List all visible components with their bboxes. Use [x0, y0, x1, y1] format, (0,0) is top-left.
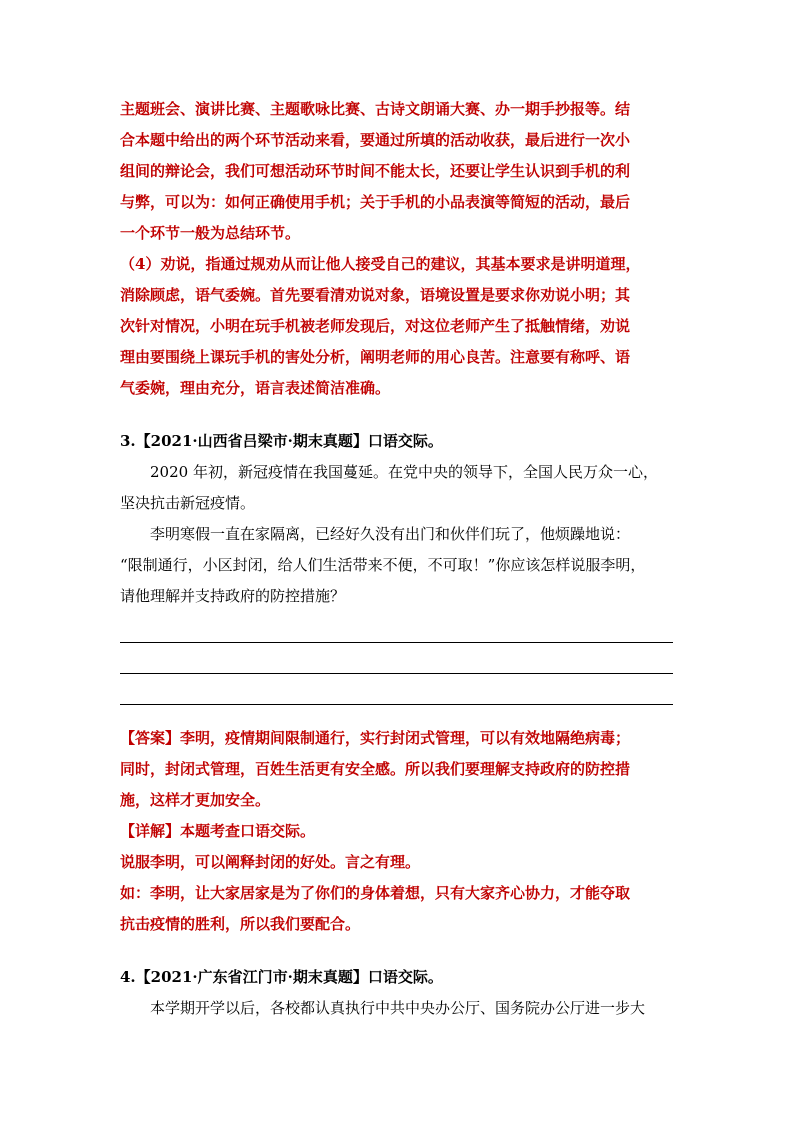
- analysis-line: 与弊，可以为：如何正确使用手机；关于手机的小品表演等简短的活动，最后: [120, 193, 631, 211]
- answer-lines: [120, 612, 676, 705]
- question-text-line: 坚决抗击新冠疫情。: [120, 494, 256, 512]
- document-page: [120, 94, 676, 1024]
- analysis-line: （4）劝说，指通过规劝从而让他人接受自己的建议，其基本要求是讲明道理，: [120, 255, 641, 273]
- question-4: [120, 962, 676, 1024]
- answer-line: 施，这样才更加安全。: [120, 791, 271, 809]
- question-text-line: “限制通行，小区封闭，给人们生活带来不便，不可取！”你应该怎样说服李明，: [120, 556, 646, 574]
- question-3: [120, 426, 676, 940]
- analysis-line: 次针对情况，小明在玩手机被老师发现后，对这位老师产生了抵触情绪，劝说: [120, 317, 631, 335]
- analysis-line: 合本题中给出的两个环节活动来看，要通过所填的活动收获，最后进行一次小: [120, 131, 631, 149]
- detail-line: 说服李明，可以阐释封闭的好处。言之有理。: [120, 853, 421, 871]
- question-text-line: 李明寒假一直在家隔离，已经好久没有出门和伙伴们玩了，他烦躁地说：: [150, 525, 631, 543]
- answer-line: 【答案】李明，疫情期间限制通行，实行封闭式管理，可以有效地隔绝病毒；: [120, 729, 631, 747]
- analysis-line: 组间的辩论会，我们可想活动环节时间不能太长，还要让学生认识到手机的利: [120, 162, 631, 180]
- question-heading: 4.【2021·广东省江门市·期末真题】口语交际。: [120, 968, 443, 986]
- answer-blank-line: [120, 643, 673, 674]
- answer-line: 同时，封闭式管理，百姓生活更有安全感。所以我们要理解支持政府的防控措: [120, 760, 631, 778]
- detail-line: 抗击疫情的胜利，所以我们要配合。: [120, 915, 361, 933]
- analysis-line: 气委婉，理由充分，语言表述简洁准确。: [120, 379, 391, 397]
- answer-section: [120, 723, 676, 816]
- analysis-line: 理由要围绕上课玩手机的害处分析，阐明老师的用心良苦。注意要有称呼、语: [120, 348, 631, 366]
- analysis-line: 主题班会、演讲比赛、主题歌咏比赛、古诗文朗诵大赛、办一期手抄报等。结: [120, 100, 631, 118]
- detail-section: [120, 816, 676, 940]
- analysis-line: 一个环节一般为总结环节。: [120, 224, 301, 242]
- answer-blank-line: [120, 612, 673, 643]
- detail-line: 如：李明，让大家居家是为了你们的身体着想，只有大家齐心协力，才能夺取: [120, 884, 631, 902]
- question-text-line: 本学期开学以后，各校都认真执行中共中央办公厅、国务院办公厅进一步大: [150, 999, 646, 1017]
- question-text-line: 2020 年初，新冠疫情在我国蔓延。在党中央的领导下，全国人民万众一心，: [150, 463, 658, 481]
- analysis-section: [120, 94, 676, 404]
- detail-line: 【详解】本题考查口语交际。: [120, 822, 316, 840]
- question-text-line: 请他理解并支持政府的防控措施？: [120, 587, 346, 605]
- analysis-line: 消除顾虑，语气委婉。首先要看清劝说对象，语境设置是要求你劝说小明；其: [120, 286, 631, 304]
- question-heading: 3.【2021·山西省吕梁市·期末真题】口语交际。: [120, 432, 443, 450]
- answer-blank-line: [120, 674, 673, 705]
